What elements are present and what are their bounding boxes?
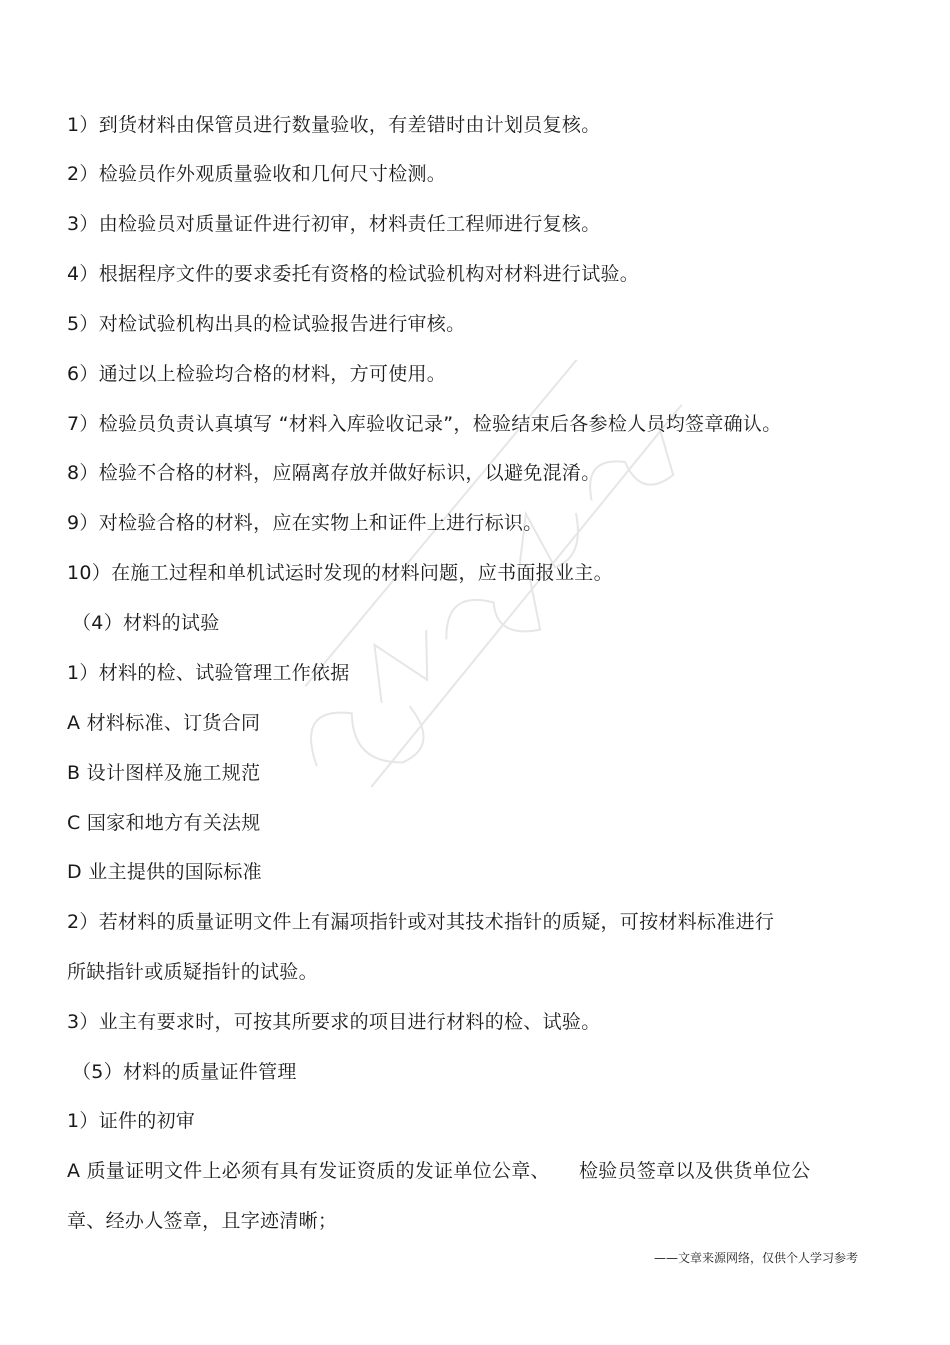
text-line: 8）检验不合格的材料，应隔离存放并做好标识，以避免混淆。 <box>67 462 601 484</box>
text-line: 10）在施工过程和单机试运时发现的材料问题，应书面报业主。 <box>67 562 613 584</box>
list-item: A 材料标准、订货合同 <box>67 712 261 734</box>
text-line: 5）对检试验机构出具的检试验报告进行审核。 <box>67 313 466 335</box>
text-line: 所缺指针或质疑指针的试验。 <box>67 961 318 983</box>
text-line: 3）业主有要求时，可按其所要求的项目进行材料的检、试验。 <box>67 1011 601 1033</box>
text-line: 4）根据程序文件的要求委托有资格的检试验机构对材料进行试验。 <box>67 263 640 285</box>
watermark-stamp <box>210 360 830 880</box>
list-item: B 设计图样及施工规范 <box>67 762 261 784</box>
text-line: 9）对检验合格的材料，应在实物上和证件上进行标识。 <box>67 512 543 534</box>
text-line: 6）通过以上检验均合格的材料，方可使用。 <box>67 363 447 385</box>
text-line: 2）若材料的质量证明文件上有漏项指针或对其技术指针的质疑，可按材料标准进行 <box>67 911 775 933</box>
list-item: D 业主提供的国际标准 <box>67 861 262 883</box>
text-line: 1）证件的初审 <box>67 1110 196 1132</box>
section-heading: （4）材料的试验 <box>72 612 220 634</box>
section-heading: （5）材料的质量证件管理 <box>72 1061 297 1083</box>
list-item: C 国家和地方有关法规 <box>67 812 261 834</box>
text-line: 7）检验员负责认真填写 “材料入库验收记录”，检验结束后各参检人员均签章确认。 <box>67 413 782 435</box>
text-line: 1）材料的检、试验管理工作依据 <box>67 662 350 684</box>
footer-note: ——文章来源网络，仅供个人学习参考 <box>653 1251 858 1265</box>
text-line: 1）到货材料由保管员进行数量验收，有差错时由计划员复核。 <box>67 114 601 136</box>
list-item: A 质量证明文件上必须有具有发证资质的发证单位公章、 检验员签章以及供货单位公 <box>67 1160 811 1182</box>
text-line: 章、经办人签章，且字迹清晰； <box>67 1210 338 1232</box>
text-line: 2）检验员作外观质量验收和几何尺寸检测。 <box>67 163 447 185</box>
text-line: 3）由检验员对质量证件进行初审，材料责任工程师进行复核。 <box>67 213 601 235</box>
